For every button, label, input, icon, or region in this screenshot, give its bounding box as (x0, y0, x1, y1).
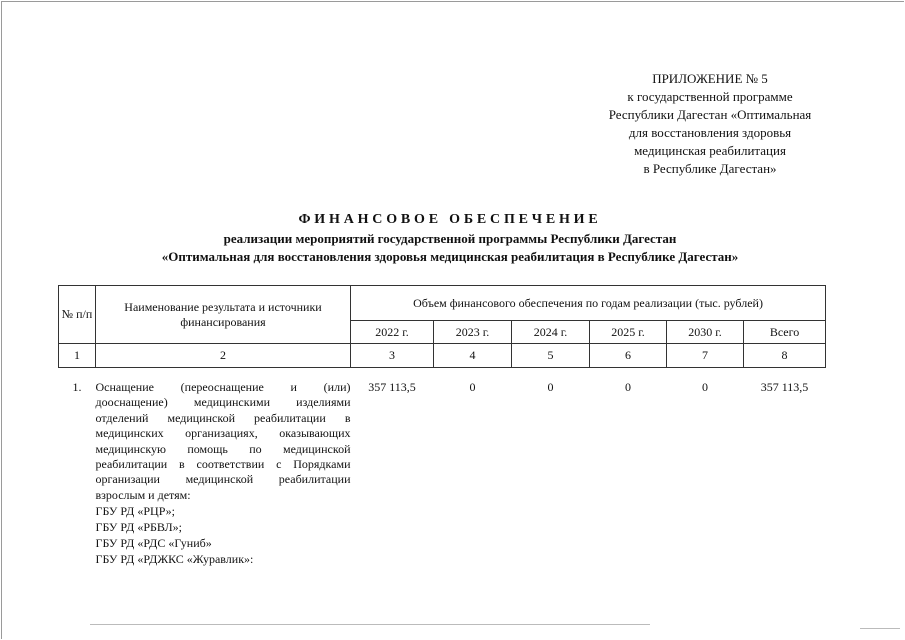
header-year: 2024 г. (512, 321, 590, 344)
value-2025: 0 (625, 380, 631, 394)
header-year: 2023 г. (434, 321, 512, 344)
header-year: 2025 г. (590, 321, 667, 344)
organization-item: ГБУ РД «РДЖКС «Журавлик»: (95, 552, 254, 567)
column-number: 8 (744, 344, 826, 368)
title-line-2: реализации мероприятий государственной программы Республики Дагестан (223, 231, 677, 246)
scan-artifact-line (90, 624, 650, 625)
appendix-line: в Республике Дагестан» (643, 161, 777, 176)
value-total: 357 113,5 (760, 380, 809, 394)
appendix-line: для восстановления здоровья (628, 125, 792, 140)
appendix-line: ПРИЛОЖЕНИЕ № 5 (652, 71, 768, 86)
header-year: 2022 г. (351, 321, 434, 344)
scan-artifact-line (860, 628, 900, 629)
row-number: 1. (72, 380, 82, 394)
header-year: 2030 г. (667, 321, 744, 344)
title-main: ФИНАНСОВОЕ ОБЕСПЕЧЕНИЕ (298, 212, 602, 227)
column-number: 5 (512, 344, 590, 368)
organization-item: ГБУ РД «РЦР»; (95, 504, 176, 519)
appendix-note (585, 70, 835, 178)
column-number: 1 (59, 344, 96, 368)
title-line-3: «Оптимальная для восстановления здоровья медицинская реабилитация в Республике Дагестан» (161, 249, 739, 264)
header-num: № п/п (59, 286, 96, 344)
value-2023: 0 (469, 380, 476, 394)
header-total: Всего (744, 321, 826, 344)
organization-item: ГБУ РД «РДС «Гуниб» (95, 536, 212, 551)
document-title (90, 210, 810, 266)
row-description: Оснащение (переоснащение и (или) дооснащение) медицинскими изделиями отделений медицинской реабилитации в медицинских организациях, оказывающих медицинскую помощь по медицинской реабилитации в соответствии с Порядками организации медицинской реабилитации взрослым и детям: (95, 380, 351, 502)
column-number: 3 (351, 344, 434, 368)
appendix-line: медицинская реабилитация (634, 143, 786, 158)
table-row (59, 380, 826, 567)
value-2030: 0 (702, 380, 708, 394)
financing-table (58, 285, 826, 567)
value-2022: 357 113,5 (368, 380, 416, 394)
value-2024: 0 (547, 380, 554, 394)
header-name: Наименование результата и источники финансирования (96, 286, 351, 344)
row-description-cell (96, 380, 351, 567)
appendix-line: Республики Дагестан «Оптимальная (608, 107, 812, 122)
appendix-line: к государственной программе (627, 89, 793, 104)
column-number: 4 (434, 344, 512, 368)
column-number: 6 (590, 344, 667, 368)
organization-item: ГБУ РД «РБВЛ»; (95, 520, 182, 535)
header-volume: Объем финансового обеспечения по годам реализации (тыс. рублей) (351, 286, 826, 321)
column-number: 2 (96, 344, 351, 368)
column-number: 7 (667, 344, 744, 368)
